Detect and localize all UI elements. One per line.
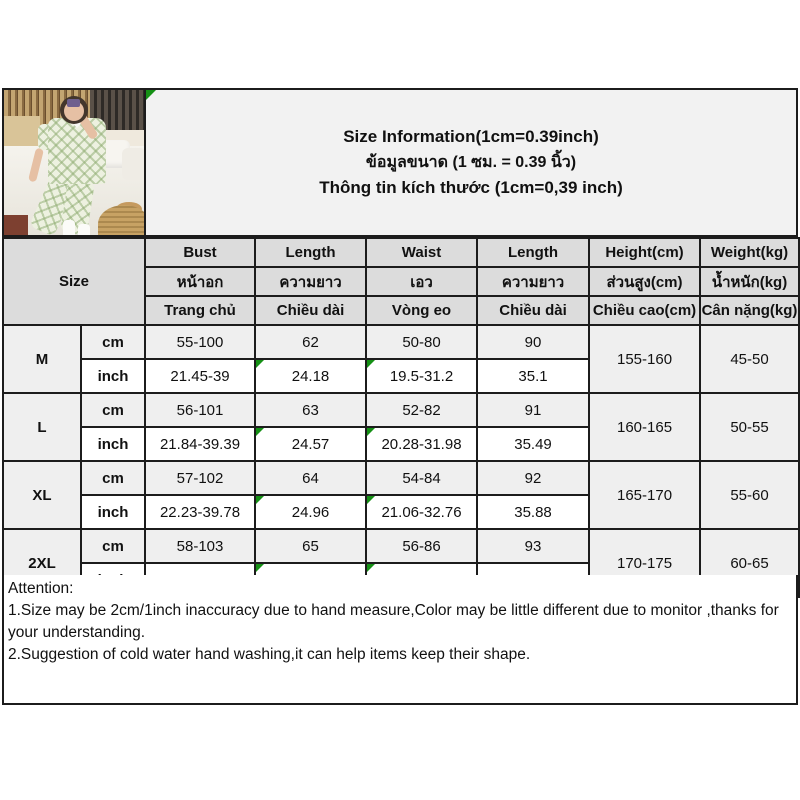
white-sock: [78, 224, 90, 237]
col-header-length2-th: ความยาว: [477, 267, 589, 296]
attention-line-1: 1.Size may be 2cm/1inch inaccuracy due to hand measure,Color may be little different due to monitor ,thanks for your understanding.: [8, 602, 779, 641]
height-cell: 170-175: [589, 529, 700, 597]
col-header-length-vi: Chiều dài: [255, 296, 366, 325]
col-header-bust: Bust: [145, 238, 255, 267]
table-cell: 63: [255, 393, 366, 427]
attention-heading: Attention:: [8, 580, 74, 597]
size-table: [2, 237, 800, 598]
size-label: 2XL: [3, 529, 81, 597]
col-header-height: Height(cm): [589, 238, 700, 267]
product-photo: [2, 88, 146, 237]
col-header-waist-th: เอว: [366, 267, 477, 296]
col-header-waist: Waist: [366, 238, 477, 267]
col-header-length2-vi: Chiều dài: [477, 296, 589, 325]
table-cell: 22.23-39.78: [145, 495, 255, 529]
col-header-length2: Length: [477, 238, 589, 267]
table-cell: 24.96: [255, 495, 366, 529]
unit-label: cm: [81, 461, 145, 495]
col-header-weight-vi: Cân nặng(kg): [700, 296, 799, 325]
floor-item: [4, 215, 28, 235]
unit-label: inch: [81, 427, 145, 461]
table-cell: 21.84-39.39: [145, 427, 255, 461]
weight-cell: 50-55: [700, 393, 799, 461]
table-cell: 21.45-39: [145, 359, 255, 393]
excel-flag-icon: [256, 564, 264, 572]
weight-cell: 55-60: [700, 461, 799, 529]
weight-cell: 60-65: [700, 529, 799, 597]
table-cell: 52-82: [366, 393, 477, 427]
size-corner-label: Size: [3, 238, 145, 325]
col-header-weight: Weight(kg): [700, 238, 799, 267]
size-label: XL: [3, 461, 81, 529]
page-title: Size Information(1cm=0.39inch): [343, 127, 599, 146]
table-cell: 56-101: [145, 393, 255, 427]
size-row-2xl-cm: [3, 529, 799, 563]
unit-label: cm: [81, 529, 145, 563]
phone: [67, 99, 80, 107]
weight-cell: 45-50: [700, 325, 799, 393]
table-cell: 24.18: [255, 359, 366, 393]
attention-line-2: 2.Suggestion of cold water hand washing,it can help items keep their shape.: [8, 646, 531, 663]
unit-label: inch: [81, 359, 145, 393]
table-cell: 55-100: [145, 325, 255, 359]
table-cell: 20.28-31.98: [366, 427, 477, 461]
table-cell: 56-86: [366, 529, 477, 563]
table-cell: 24.57: [255, 427, 366, 461]
header-row-en: [3, 238, 799, 267]
attention-note: [2, 575, 798, 705]
table-cell: 62: [255, 325, 366, 359]
excel-flag-icon: [367, 428, 375, 436]
table-cell: 91: [477, 393, 589, 427]
table-cell: 93: [477, 529, 589, 563]
height-cell: 165-170: [589, 461, 700, 529]
excel-flag-icon: [367, 496, 375, 504]
size-row-l-cm: [3, 393, 799, 427]
excel-flag-icon: [367, 360, 375, 368]
col-header-bust-th: หน้าอก: [145, 267, 255, 296]
table-cell: 64: [255, 461, 366, 495]
page-title-vietnamese: Thông tin kích thước (1cm=0,39 inch): [319, 178, 623, 197]
col-header-waist-vi: Vòng eo: [366, 296, 477, 325]
title-box: [146, 88, 798, 237]
excel-flag-icon: [367, 564, 375, 572]
table-cell: 58-103: [145, 529, 255, 563]
table-cell: 92: [477, 461, 589, 495]
pillow: [122, 148, 146, 180]
col-header-length: Length: [255, 238, 366, 267]
col-header-height-th: ส่วนสูง(cm): [589, 267, 700, 296]
table-cell: 35.88: [477, 495, 589, 529]
page-title-thai: ข้อมูลขนาด (1 ซม. = 0.39 นิ้ว): [365, 154, 577, 171]
table-cell: 65: [255, 529, 366, 563]
height-cell: 160-165: [589, 393, 700, 461]
top-band: [2, 88, 798, 237]
col-header-bust-vi: Trang chủ: [145, 296, 255, 325]
table-cell: 21.06-32.76: [366, 495, 477, 529]
size-row-xl-cm: [3, 461, 799, 495]
unit-label: cm: [81, 325, 145, 359]
rattan-stool: [98, 205, 146, 237]
height-cell: 155-160: [589, 325, 700, 393]
table-cell: 90: [477, 325, 589, 359]
col-header-weight-th: น้ำหนัก(kg): [700, 267, 799, 296]
table-cell: 50-80: [366, 325, 477, 359]
excel-flag-icon: [256, 496, 264, 504]
table-cell: 54-84: [366, 461, 477, 495]
table-cell: 19.5-31.2: [366, 359, 477, 393]
unit-label: inch: [81, 495, 145, 529]
col-header-height-vi: Chiều cao(cm): [589, 296, 700, 325]
size-row-m-cm: [3, 325, 799, 359]
white-sock: [63, 220, 75, 237]
size-label: L: [3, 393, 81, 461]
table-cell: 35.1: [477, 359, 589, 393]
table-cell: 57-102: [145, 461, 255, 495]
unit-label: cm: [81, 393, 145, 427]
excel-flag-icon: [256, 428, 264, 436]
table-cell: 35.49: [477, 427, 589, 461]
excel-flag-icon: [146, 90, 156, 100]
excel-flag-icon: [256, 360, 264, 368]
size-label: M: [3, 325, 81, 393]
col-header-length-th: ความยาว: [255, 267, 366, 296]
